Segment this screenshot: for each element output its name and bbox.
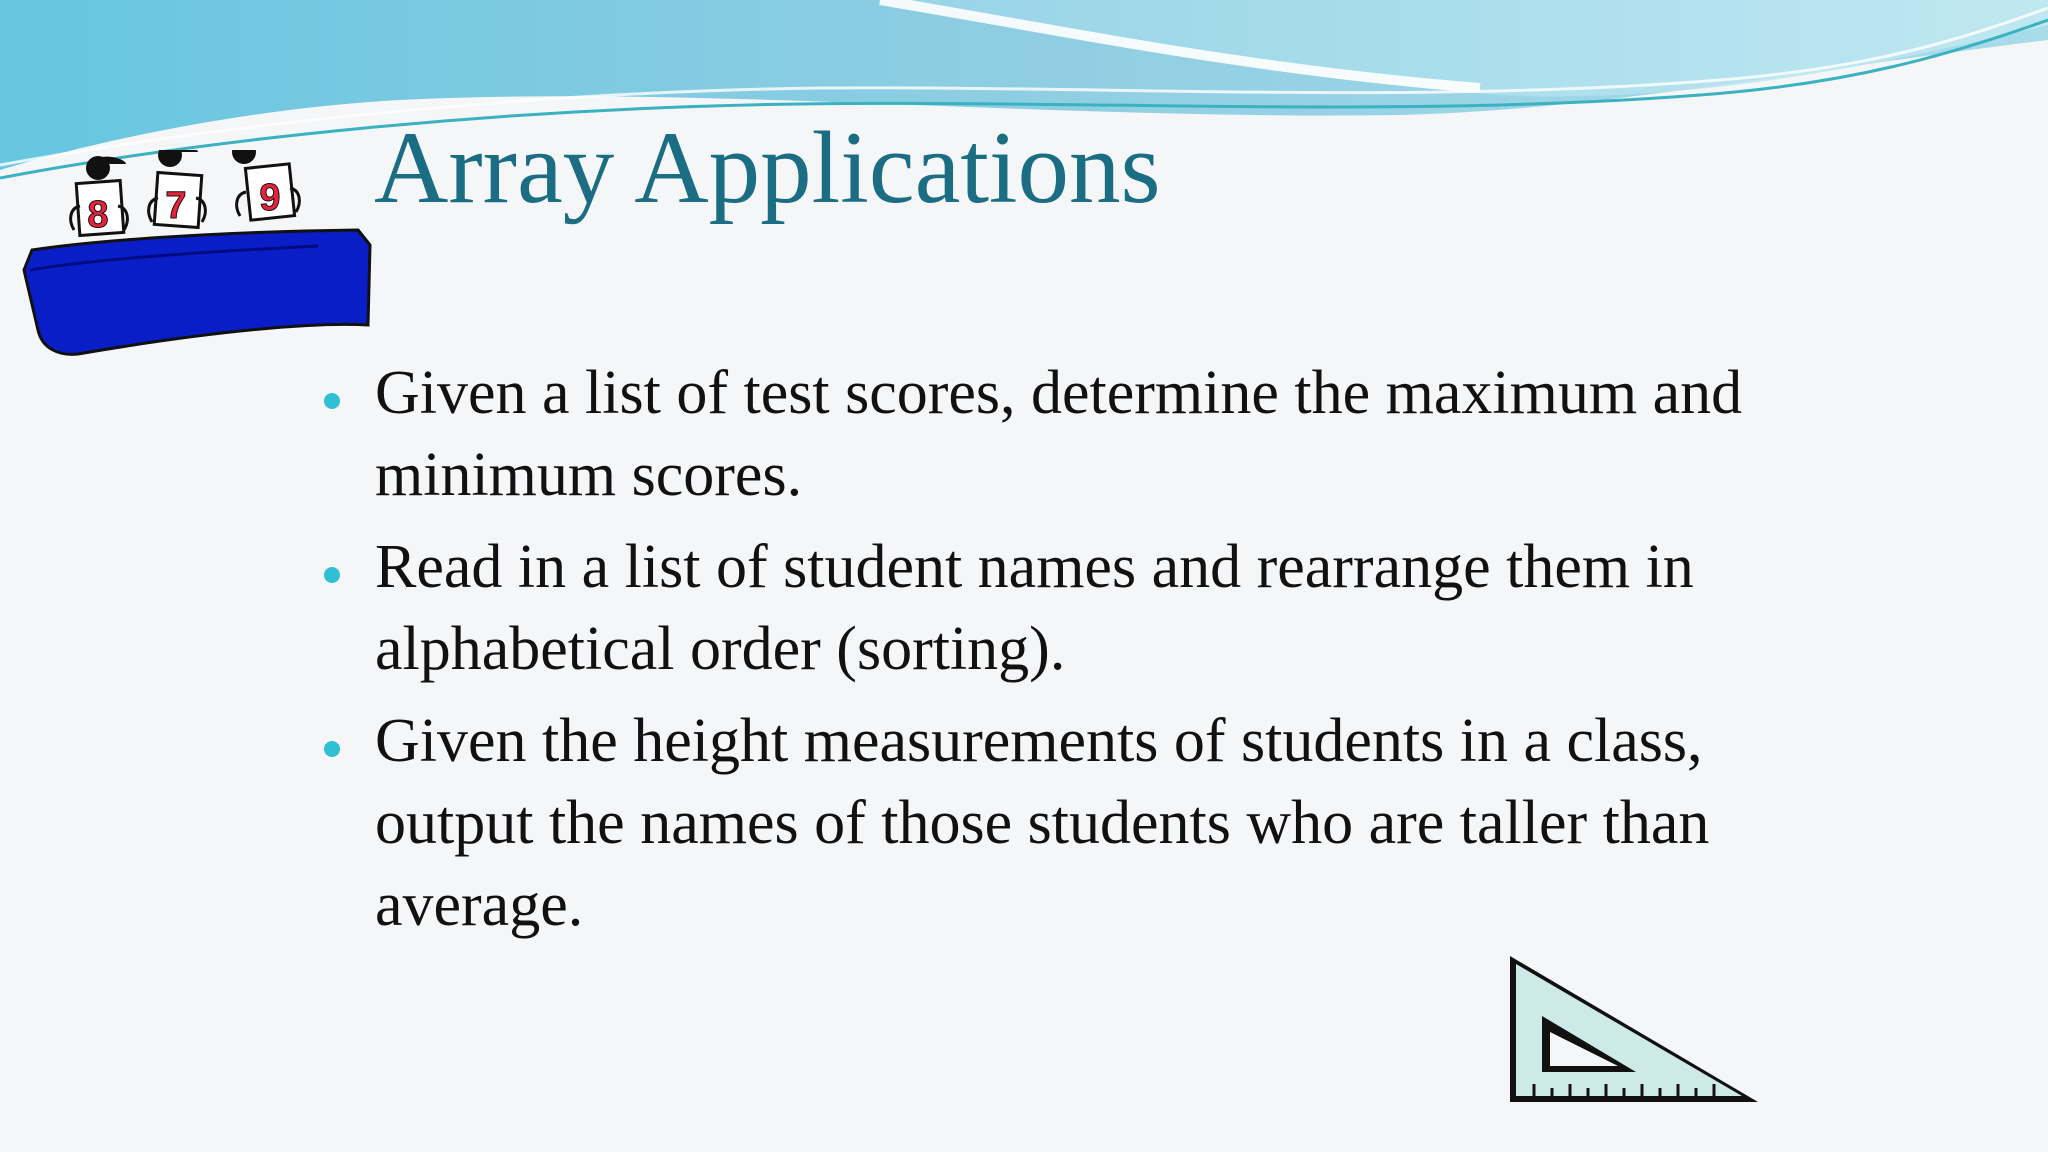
- bullet-text: Given the height measurements of students in a class, output the names of those students who are taller than average.: [375, 707, 1710, 939]
- score-card-3: 9: [259, 177, 281, 219]
- bullet-item: [316, 526, 1816, 690]
- judge-2: [149, 150, 206, 227]
- judge-3: [232, 150, 299, 220]
- bullet-list: [316, 352, 1816, 956]
- judges-table: [24, 230, 370, 354]
- judge-1: [71, 156, 128, 236]
- bullet-dot-icon: [324, 567, 340, 583]
- bullet-item: [316, 700, 1816, 946]
- bullet-dot-icon: [324, 741, 340, 757]
- set-square-ruler-icon: [1506, 952, 1766, 1108]
- score-card-1: 8: [87, 194, 109, 236]
- bullet-text: Given a list of test scores, determine the maximum and minimum scores.: [375, 359, 1743, 509]
- score-card-2: 7: [165, 185, 187, 227]
- slide-title: Array Applications: [374, 111, 1161, 225]
- judges-scorecards-icon: [18, 150, 378, 370]
- bullet-text: Read in a list of student names and rearrange them in alphabetical order (sorting).: [375, 533, 1694, 683]
- bullet-dot-icon: [324, 393, 340, 409]
- bullet-item: [316, 352, 1816, 516]
